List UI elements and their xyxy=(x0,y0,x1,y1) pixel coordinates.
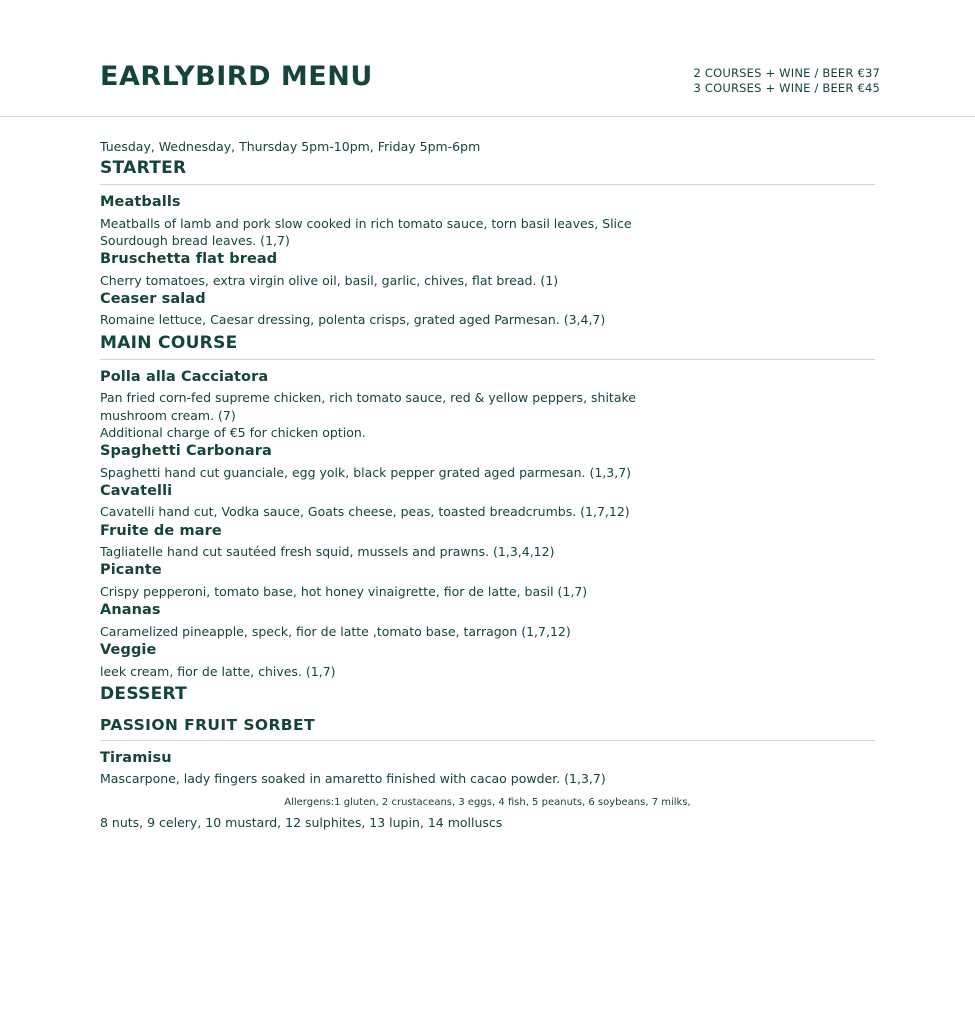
menu-item-description: Pan fried corn-fed supreme chicken, rich tomato sauce, red & yellow peppers, shitake mushroom cream. (7) xyxy=(100,390,636,423)
section-items-main-course xyxy=(100,368,875,680)
menu-item xyxy=(100,290,875,329)
menu-item-name: Fruite de mare xyxy=(100,522,222,539)
menu-item-description: Cherry tomatoes, extra virgin olive oil, basil, garlic, chives, flat bread. (1) xyxy=(100,272,559,288)
menu-item xyxy=(100,641,875,680)
opening-hours: Tuesday, Wednesday, Thursday 5pm-10pm, Friday 5pm-6pm xyxy=(100,139,481,154)
menu-item-description: Caramelized pineapple, speck, fior de latte ,tomato base, tarragon (1,7,12) xyxy=(100,623,571,639)
allergens-legend-line-2: 8 nuts, 9 celery, 10 mustard, 12 sulphites, 13 lupin, 14 molluscs xyxy=(100,814,503,830)
section-title-starter: STARTER xyxy=(100,158,875,185)
menu-item xyxy=(100,368,875,441)
menu-item-name: Meatballs xyxy=(100,194,181,210)
menu-item-description: Spaghetti hand cut guanciale, egg yolk, black pepper grated aged parmesan. (1,3,7) xyxy=(100,464,632,480)
page-title: EARLYBIRD MENU xyxy=(100,61,373,92)
menu-item xyxy=(100,193,875,249)
price-line-2-courses: 2 COURSES + WINE / BEER €37 xyxy=(693,66,880,80)
menu-item xyxy=(100,482,875,521)
menu-item-description: Cavatelli hand cut, Vodka sauce, Goats cheese, peas, toasted breadcrumbs. (1,7,12) xyxy=(100,504,630,520)
menu-item-description: Romaine lettuce, Caesar dressing, polenta crisps, grated aged Parmesan. (3,4,7) xyxy=(100,312,606,328)
menu-item-name: Polla alla Cacciatora xyxy=(100,368,269,385)
menu-item-description: leek cream, fior de latte, chives. (1,7) xyxy=(100,663,336,679)
menu-item xyxy=(100,522,875,561)
menu-item xyxy=(100,442,875,481)
menu-item-name: Tiramisu xyxy=(100,749,172,766)
menu-item-description: Mascarpone, lady fingers soaked in amaretto finished with cacao powder. (1,3,7) xyxy=(100,771,606,787)
section-items-starter xyxy=(100,193,875,329)
menu-item xyxy=(100,749,875,788)
menu-item-name: Veggie xyxy=(100,642,157,659)
section-items-dessert xyxy=(100,749,875,788)
menu-item-name: Picante xyxy=(100,562,162,579)
price-block xyxy=(693,66,880,96)
menu-item-description: Crispy pepperoni, tomato base, hot honey vinaigrette, fior de latte, basil (1,7) xyxy=(100,584,588,599)
menu-item-description: Tagliatelle hand cut sautéed fresh squid, mussels and prawns. (1,3,4,12) xyxy=(100,544,555,560)
allergens-legend-line-1: Allergens:1 gluten, 2 crustaceans, 3 eggs, 4 fish, 5 peanuts, 6 soybeans, 7 milks, xyxy=(284,796,691,808)
menu-item-description: Meatballs of lamb and pork slow cooked in rich tomato sauce, torn basil leaves, Slice Sourdough bread leaves. (1,7) xyxy=(100,215,632,248)
menu-item-name: Bruschetta flat bread xyxy=(100,251,278,268)
price-line-3-courses: 3 COURSES + WINE / BEER €45 xyxy=(693,81,880,95)
menu-item xyxy=(100,561,875,600)
menu-item-name: Ananas xyxy=(100,602,161,619)
menu-item-name: Ceaser salad xyxy=(100,290,206,307)
dessert-sub-heading: PASSION FRUIT SORBET xyxy=(100,716,875,741)
section-title-main-course: MAIN COURSE xyxy=(100,333,875,360)
section-title-dessert: DESSERT xyxy=(100,683,188,704)
page-header xyxy=(0,0,975,117)
menu-content xyxy=(0,139,975,831)
menu-item-name: Spaghetti Carbonara xyxy=(100,443,272,459)
menu-item xyxy=(100,250,875,289)
menu-item xyxy=(100,601,875,640)
menu-item-note: Additional charge of €5 for chicken option. xyxy=(100,424,366,440)
menu-item-name: Cavatelli xyxy=(100,482,173,499)
